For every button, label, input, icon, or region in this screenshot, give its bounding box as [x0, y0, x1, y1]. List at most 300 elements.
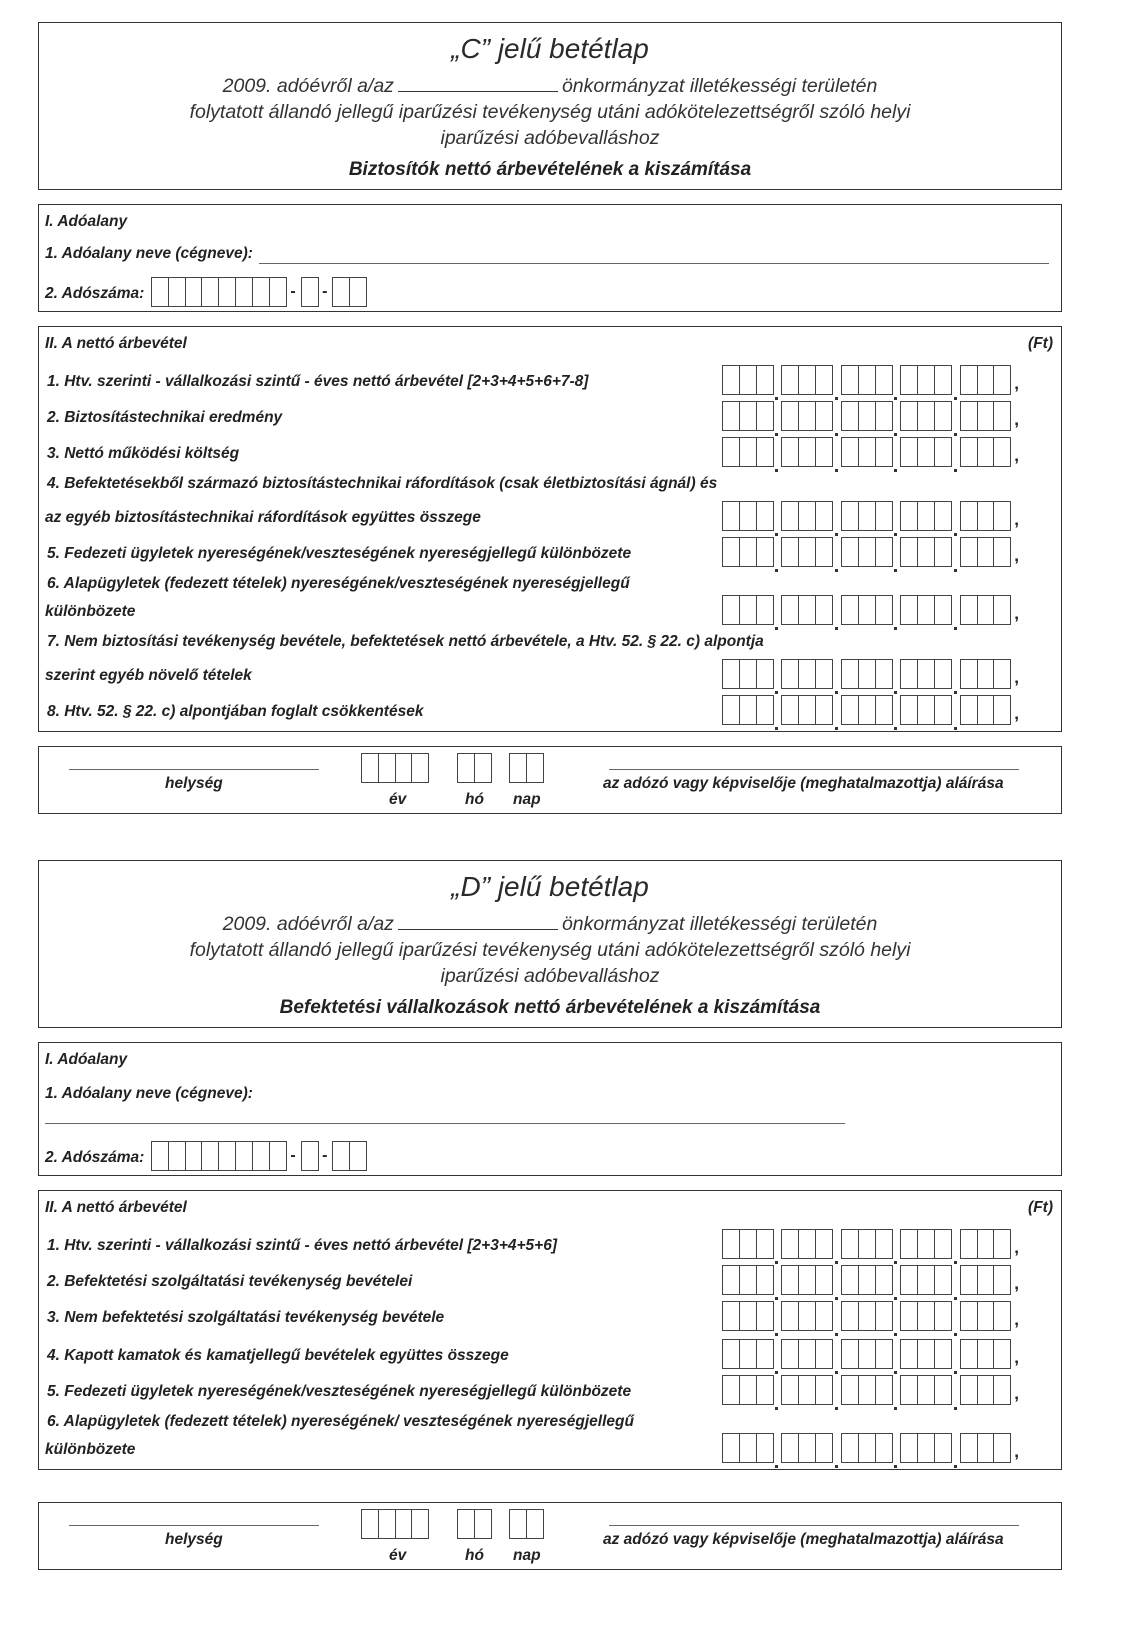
digit-cell[interactable]	[815, 1301, 833, 1331]
digit-cell[interactable]	[858, 501, 876, 531]
digit-cell[interactable]	[798, 595, 816, 625]
digit-cell[interactable]	[900, 1339, 918, 1369]
digit-cell[interactable]	[960, 1433, 978, 1463]
digit-cell[interactable]	[218, 1141, 236, 1171]
digit-cell[interactable]	[722, 1301, 740, 1331]
digit-cell[interactable]	[815, 501, 833, 531]
digit-cell[interactable]	[858, 1339, 876, 1369]
row-label-cont: szerint egyéb növelő tételek	[45, 667, 252, 684]
digit-cell[interactable]	[977, 365, 995, 395]
digit-cell[interactable]	[934, 1265, 952, 1295]
digit-cell[interactable]	[993, 1301, 1011, 1331]
digit-cell[interactable]	[841, 501, 859, 531]
row-label: 3. Nem befektetési szolgáltatási tevékenység bevétele	[47, 1309, 445, 1326]
digit-cell[interactable]	[722, 501, 740, 531]
digit-cell[interactable]	[756, 659, 774, 689]
digit-cell[interactable]	[332, 277, 350, 307]
digit-cell[interactable]	[960, 1339, 978, 1369]
digit-group	[781, 659, 831, 697]
digit-cell[interactable]	[739, 1433, 757, 1463]
amount-field[interactable]	[722, 1433, 1026, 1471]
digit-cell[interactable]	[977, 1265, 995, 1295]
digit-cell[interactable]	[781, 1265, 799, 1295]
digit-cell[interactable]	[858, 1229, 876, 1259]
digit-cell[interactable]	[781, 695, 799, 725]
digit-cell[interactable]	[993, 501, 1011, 531]
digit-cell[interactable]	[875, 659, 893, 689]
digit-cell[interactable]	[875, 1229, 893, 1259]
digit-cell[interactable]	[252, 1141, 270, 1171]
digit-cell[interactable]	[168, 277, 186, 307]
digit-cell[interactable]	[934, 401, 952, 431]
digit-cell[interactable]	[235, 1141, 253, 1171]
digit-cell[interactable]	[993, 1339, 1011, 1369]
digit-cell[interactable]	[960, 1301, 978, 1331]
row-label: 4. Befektetésekből származó biztosítástechnikai ráfordítások (csak életbiztosítási ágnál) és	[47, 475, 718, 492]
digit-cell[interactable]	[722, 659, 740, 689]
digit-cell[interactable]	[841, 1339, 859, 1369]
digit-cell[interactable]	[756, 437, 774, 467]
digit-cell[interactable]	[977, 595, 995, 625]
digit-cell[interactable]	[739, 595, 757, 625]
digit-cell[interactable]	[739, 695, 757, 725]
digit-cell[interactable]	[977, 1229, 995, 1259]
digit-cell[interactable]	[993, 437, 1011, 467]
digit-group	[900, 537, 950, 575]
digit-cell[interactable]	[739, 401, 757, 431]
digit-cell[interactable]	[739, 1229, 757, 1259]
digit-cell[interactable]	[977, 401, 995, 431]
digit-cell[interactable]	[722, 1339, 740, 1369]
digit-group	[960, 695, 1010, 733]
amount-field[interactable]	[722, 437, 1026, 475]
digit-cell[interactable]	[858, 437, 876, 467]
digit-cell[interactable]	[993, 695, 1011, 725]
tax-number-field[interactable]	[151, 1141, 366, 1171]
digit-cell[interactable]	[722, 1375, 740, 1405]
digit-cell[interactable]	[900, 437, 918, 467]
digit-cell[interactable]	[739, 1301, 757, 1331]
thousands-dot	[951, 437, 960, 475]
digit-cell[interactable]	[917, 401, 935, 431]
digit-cell[interactable]	[798, 365, 816, 395]
digit-cell[interactable]	[917, 1301, 935, 1331]
year-field[interactable]	[361, 753, 428, 783]
digit-cell[interactable]	[977, 1375, 995, 1405]
digit-cell[interactable]	[185, 277, 203, 307]
digit-cell[interactable]	[993, 1265, 1011, 1295]
digit-cell[interactable]	[934, 365, 952, 395]
amount-field[interactable]	[722, 1229, 1026, 1267]
digit-cell[interactable]	[900, 659, 918, 689]
digit-cell[interactable]	[858, 1301, 876, 1331]
digit-cell[interactable]	[934, 1375, 952, 1405]
digit-cell[interactable]	[934, 1433, 952, 1463]
digit-cell[interactable]	[917, 1265, 935, 1295]
digit-cell[interactable]	[875, 1339, 893, 1369]
digit-cell[interactable]	[875, 401, 893, 431]
digit-cell[interactable]	[781, 659, 799, 689]
amount-field[interactable]	[722, 501, 1026, 539]
signature-field[interactable]	[609, 769, 1019, 770]
thousands-dot	[832, 595, 841, 633]
digit-cell[interactable]	[798, 659, 816, 689]
digit-cell[interactable]	[756, 595, 774, 625]
digit-cell[interactable]	[739, 501, 757, 531]
digit-cell[interactable]	[781, 401, 799, 431]
digit-cell[interactable]	[781, 437, 799, 467]
form-d-section2-box	[38, 1190, 1062, 1470]
digit-cell[interactable]	[934, 1301, 952, 1331]
digit-cell[interactable]	[841, 1229, 859, 1259]
digit-cell[interactable]	[781, 1339, 799, 1369]
digit-cell[interactable]	[756, 1265, 774, 1295]
digit-cell[interactable]	[977, 695, 995, 725]
digit-cell[interactable]	[917, 501, 935, 531]
digit-group	[960, 437, 1010, 475]
digit-cell[interactable]	[739, 659, 757, 689]
digit-cell[interactable]	[858, 1433, 876, 1463]
digit-cell[interactable]	[841, 695, 859, 725]
digit-cell[interactable]	[756, 1339, 774, 1369]
digit-cell[interactable]	[977, 501, 995, 531]
section2-heading: II. A nettó árbevétel	[45, 335, 187, 352]
place-field[interactable]	[69, 1525, 319, 1526]
form-d-signature-box	[38, 1502, 1062, 1570]
digit-cell[interactable]	[841, 595, 859, 625]
digit-cell[interactable]	[739, 437, 757, 467]
digit-cell[interactable]	[815, 1229, 833, 1259]
amount-field[interactable]	[722, 365, 1026, 403]
digit-cell[interactable]	[993, 595, 1011, 625]
digit-cell[interactable]	[960, 595, 978, 625]
digit-cell[interactable]	[917, 1433, 935, 1463]
digit-cell[interactable]	[900, 1229, 918, 1259]
digit-cell[interactable]	[815, 437, 833, 467]
digit-cell[interactable]	[977, 1433, 995, 1463]
digit-cell[interactable]	[917, 365, 935, 395]
digit-group	[722, 401, 772, 439]
form-c-header-line1	[39, 75, 1061, 98]
digit-cell[interactable]	[781, 1229, 799, 1259]
digit-cell[interactable]	[960, 1229, 978, 1259]
digit-cell[interactable]	[960, 365, 978, 395]
digit-cell[interactable]	[815, 659, 833, 689]
row-label: 6. Alapügyletek (fedezett tételek) nyereségének/veszteségének nyereségjellegű	[47, 575, 630, 592]
digit-cell[interactable]	[756, 537, 774, 567]
digit-cell[interactable]	[781, 365, 799, 395]
digit-cell[interactable]	[900, 695, 918, 725]
digit-cell[interactable]	[977, 537, 995, 567]
digit-cell[interactable]	[917, 1339, 935, 1369]
thousands-dot	[832, 1229, 841, 1267]
digit-cell[interactable]	[798, 1375, 816, 1405]
year-field[interactable]	[361, 1509, 428, 1539]
digit-cell[interactable]	[934, 537, 952, 567]
digit-cell[interactable]	[722, 1229, 740, 1259]
digit-cell[interactable]	[756, 401, 774, 431]
digit-cell[interactable]	[900, 501, 918, 531]
digit-cell[interactable]	[798, 537, 816, 567]
digit-cell[interactable]	[917, 537, 935, 567]
digit-cell[interactable]	[934, 501, 952, 531]
digit-cell[interactable]	[722, 401, 740, 431]
form-d-subtitle: Befektetési vállalkozások nettó árbevételének a kiszámítása	[279, 997, 821, 1018]
digit-cell[interactable]	[875, 501, 893, 531]
digit-cell[interactable]	[993, 365, 1011, 395]
digit-cell[interactable]	[917, 437, 935, 467]
municipality-blank[interactable]	[398, 913, 558, 930]
form-d-title: „D” jelű betétlap	[451, 871, 649, 902]
row-label: 2. Biztosítástechnikai eredmény	[47, 409, 283, 426]
digit-cell[interactable]	[185, 1141, 203, 1171]
tax-number-field[interactable]	[151, 277, 366, 307]
digit-cell[interactable]	[781, 1375, 799, 1405]
amount-field[interactable]	[722, 659, 1026, 697]
digit-cell[interactable]	[960, 1265, 978, 1295]
digit-cell[interactable]	[252, 277, 270, 307]
digit-cell[interactable]	[332, 1141, 350, 1171]
digit-cell[interactable]	[858, 401, 876, 431]
digit-cell[interactable]	[993, 1433, 1011, 1463]
digit-cell[interactable]	[781, 595, 799, 625]
month-field[interactable]	[457, 1509, 491, 1539]
digit-group	[900, 595, 950, 633]
digit-cell[interactable]	[977, 437, 995, 467]
digit-cell[interactable]	[841, 437, 859, 467]
digit-cell[interactable]	[900, 1265, 918, 1295]
digit-cell[interactable]	[798, 1301, 816, 1331]
thousands-dot	[891, 595, 900, 633]
digit-cell[interactable]	[781, 1433, 799, 1463]
digit-cell[interactable]	[756, 695, 774, 725]
digit-cell[interactable]	[875, 365, 893, 395]
digit-cell[interactable]	[858, 659, 876, 689]
digit-group	[900, 365, 950, 403]
digit-cell[interactable]	[798, 401, 816, 431]
digit-cell[interactable]	[798, 501, 816, 531]
amount-field[interactable]	[722, 1375, 1026, 1413]
digit-cell[interactable]	[900, 1375, 918, 1405]
digit-cell[interactable]	[900, 401, 918, 431]
digit-cell[interactable]	[977, 659, 995, 689]
digit-cell[interactable]	[739, 1375, 757, 1405]
thousands-dot	[891, 501, 900, 539]
day-field[interactable]	[509, 1509, 543, 1539]
digit-cell[interactable]	[960, 537, 978, 567]
day-label: nap	[513, 1547, 541, 1564]
digit-cell[interactable]	[841, 537, 859, 567]
digit-cell[interactable]	[798, 437, 816, 467]
digit-cell[interactable]	[815, 1433, 833, 1463]
digit-cell[interactable]	[798, 1265, 816, 1295]
digit-cell[interactable]	[756, 1301, 774, 1331]
digit-cell[interactable]	[900, 1433, 918, 1463]
digit-cell[interactable]	[269, 1141, 287, 1171]
digit-cell[interactable]	[781, 1301, 799, 1331]
digit-cell[interactable]	[858, 365, 876, 395]
month-field[interactable]	[457, 753, 491, 783]
digit-cell[interactable]	[934, 437, 952, 467]
digit-cell[interactable]	[858, 595, 876, 625]
digit-cell[interactable]	[841, 1375, 859, 1405]
digit-cell[interactable]	[875, 537, 893, 567]
digit-cell[interactable]	[977, 1301, 995, 1331]
digit-cell[interactable]	[722, 1265, 740, 1295]
digit-cell[interactable]	[722, 595, 740, 625]
digit-cell[interactable]	[875, 695, 893, 725]
amount-field[interactable]	[722, 595, 1026, 633]
digit-cell[interactable]	[900, 1301, 918, 1331]
digit-cell[interactable]	[934, 1229, 952, 1259]
digit-cell[interactable]	[301, 277, 319, 307]
place-field[interactable]	[69, 769, 319, 770]
digit-cell[interactable]	[349, 277, 367, 307]
digit-cell[interactable]	[993, 659, 1011, 689]
digit-cell[interactable]	[781, 501, 799, 531]
digit-cell[interactable]	[875, 437, 893, 467]
digit-cell[interactable]	[934, 595, 952, 625]
digit-cell[interactable]	[993, 1375, 1011, 1405]
thousands-dot	[891, 365, 900, 403]
digit-cell[interactable]	[815, 1265, 833, 1295]
digit-cell[interactable]	[934, 1339, 952, 1369]
digit-cell[interactable]	[917, 695, 935, 725]
amount-field[interactable]	[722, 401, 1026, 439]
digit-cell[interactable]	[875, 1375, 893, 1405]
digit-cell[interactable]	[841, 1265, 859, 1295]
digit-cell[interactable]	[815, 595, 833, 625]
digit-group	[781, 537, 831, 575]
digit-cell[interactable]	[781, 537, 799, 567]
amount-field[interactable]	[722, 1301, 1026, 1339]
digit-cell[interactable]	[722, 437, 740, 467]
digit-cell[interactable]	[917, 659, 935, 689]
digit-cell[interactable]	[815, 537, 833, 567]
digit-cell[interactable]	[917, 1229, 935, 1259]
digit-group	[841, 1433, 891, 1471]
digit-cell[interactable]	[934, 695, 952, 725]
digit-cell[interactable]	[151, 277, 169, 307]
taxpayer-name-field[interactable]	[45, 1123, 845, 1124]
digit-cell[interactable]	[841, 1433, 859, 1463]
form-c-section1-box	[38, 204, 1062, 312]
digit-cell[interactable]	[934, 659, 952, 689]
digit-cell[interactable]	[722, 695, 740, 725]
digit-cell[interactable]	[858, 695, 876, 725]
thousands-dot	[772, 437, 781, 475]
digit-cell[interactable]	[960, 695, 978, 725]
amount-field[interactable]	[722, 1339, 1026, 1377]
digit-cell[interactable]	[815, 365, 833, 395]
digit-cell[interactable]	[349, 1141, 367, 1171]
digit-cell[interactable]	[815, 695, 833, 725]
digit-cell[interactable]	[875, 1301, 893, 1331]
thousands-dot	[891, 1229, 900, 1267]
digit-cell[interactable]	[960, 401, 978, 431]
digit-cell[interactable]	[756, 1375, 774, 1405]
digit-cell[interactable]	[756, 501, 774, 531]
digit-cell[interactable]	[977, 1339, 995, 1369]
digit-cell[interactable]	[917, 595, 935, 625]
digit-cell[interactable]	[858, 1265, 876, 1295]
day-field[interactable]	[509, 753, 543, 783]
digit-cell[interactable]	[993, 537, 1011, 567]
digit-cell[interactable]	[269, 277, 287, 307]
digit-cell[interactable]	[739, 365, 757, 395]
amount-field[interactable]	[722, 695, 1026, 733]
digit-cell[interactable]	[960, 501, 978, 531]
digit-cell[interactable]	[815, 1375, 833, 1405]
digit-cell[interactable]	[798, 695, 816, 725]
digit-cell[interactable]	[201, 277, 219, 307]
digit-cell[interactable]	[815, 401, 833, 431]
digit-cell[interactable]	[168, 1141, 186, 1171]
decimal-comma: ,	[1014, 446, 1019, 465]
digit-cell[interactable]	[722, 1433, 740, 1463]
digit-cell[interactable]	[815, 1339, 833, 1369]
digit-cell[interactable]	[858, 1375, 876, 1405]
digit-cell[interactable]	[722, 365, 740, 395]
digit-cell[interactable]	[722, 537, 740, 567]
taxpayer-name-field[interactable]	[259, 263, 1049, 264]
digit-cell[interactable]	[875, 1433, 893, 1463]
digit-cell[interactable]	[301, 1141, 319, 1171]
digit-cell[interactable]	[218, 277, 236, 307]
digit-cell[interactable]	[756, 1229, 774, 1259]
digit-cell[interactable]	[739, 1265, 757, 1295]
signature-field[interactable]	[609, 1525, 1019, 1526]
digit-cell[interactable]	[756, 1433, 774, 1463]
digit-cell[interactable]	[858, 537, 876, 567]
thousands-dot	[832, 537, 841, 575]
digit-cell[interactable]	[993, 1229, 1011, 1259]
thousands-dot	[772, 659, 781, 697]
digit-cell[interactable]	[841, 401, 859, 431]
digit-cell[interactable]	[798, 1433, 816, 1463]
digit-cell[interactable]	[960, 659, 978, 689]
digit-cell[interactable]	[960, 437, 978, 467]
digit-cell[interactable]	[875, 1265, 893, 1295]
digit-cell[interactable]	[798, 1339, 816, 1369]
digit-group	[960, 1229, 1010, 1267]
digit-cell[interactable]	[841, 659, 859, 689]
digit-cell[interactable]	[841, 365, 859, 395]
digit-cell[interactable]	[960, 1375, 978, 1405]
digit-cell[interactable]	[875, 595, 893, 625]
digit-cell[interactable]	[201, 1141, 219, 1171]
municipality-blank[interactable]	[398, 75, 558, 92]
year-label: év	[389, 1547, 407, 1564]
thousands-dot	[772, 1265, 781, 1303]
digit-group	[722, 1265, 772, 1303]
digit-cell[interactable]	[739, 1339, 757, 1369]
amount-field[interactable]	[722, 1265, 1026, 1303]
digit-cell[interactable]	[151, 1141, 169, 1171]
digit-cell[interactable]	[841, 1301, 859, 1331]
digit-cell[interactable]	[900, 365, 918, 395]
digit-cell[interactable]	[798, 1229, 816, 1259]
digit-cell[interactable]	[739, 537, 757, 567]
digit-cell[interactable]	[900, 537, 918, 567]
digit-cell[interactable]	[993, 401, 1011, 431]
amount-field[interactable]	[722, 537, 1026, 575]
digit-cell[interactable]	[235, 277, 253, 307]
digit-cell[interactable]	[917, 1375, 935, 1405]
digit-cell[interactable]	[900, 595, 918, 625]
form-c-subtitle: Biztosítók nettó árbevételének a kiszámítása	[348, 159, 752, 180]
digit-cell[interactable]	[756, 365, 774, 395]
